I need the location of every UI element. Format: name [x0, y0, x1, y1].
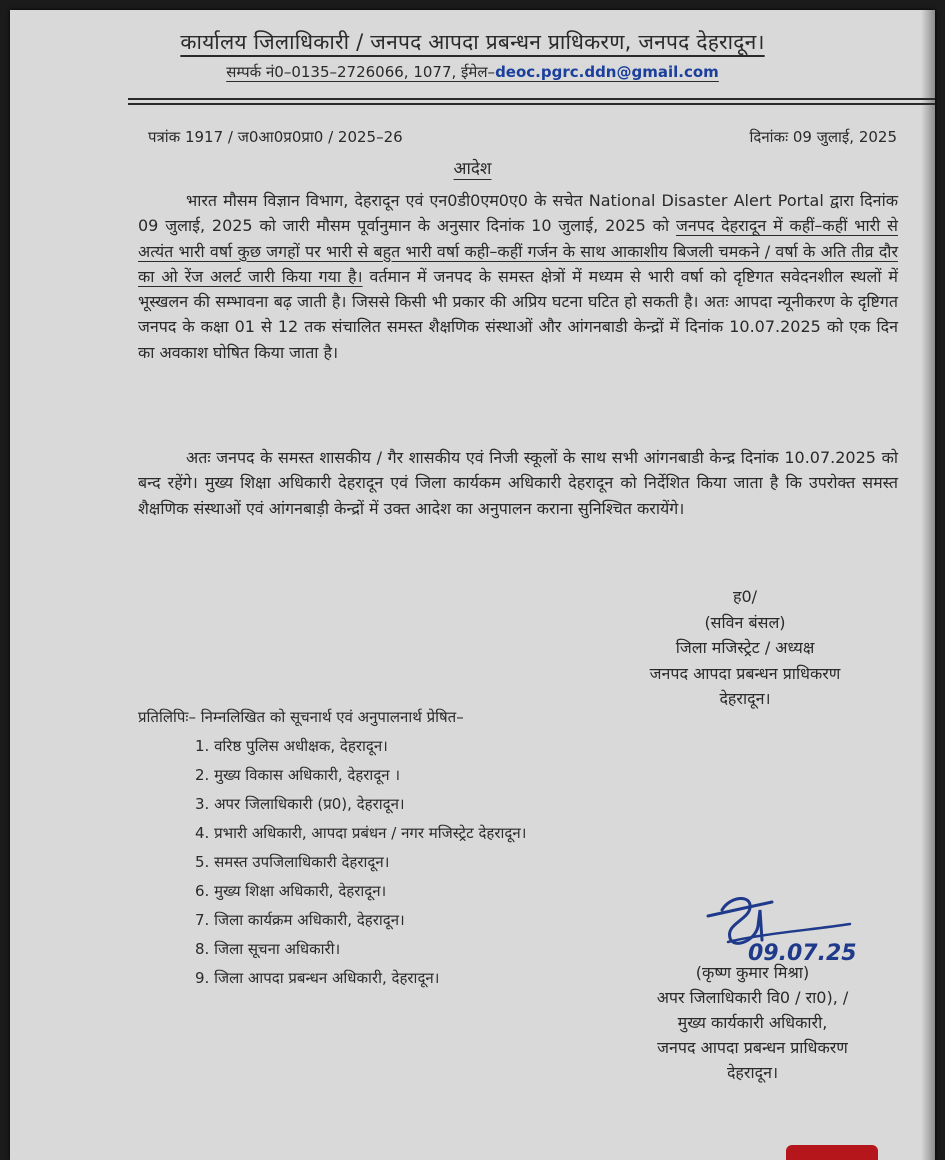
list-item: 7. जिला कार्यक्रम अधिकारी, देहरादून। [195, 911, 405, 929]
handwritten-signature [700, 890, 860, 970]
list-item: 3. अपर जिलाधिकारी (प्र0), देहरादून। [195, 795, 405, 813]
paragraph-1-part-1: भारत मौसम विज्ञान विभाग, देहरादून एवं एन0डी0एम0ए0 के सचेत National Disaster Alert Portal द्वारा दिनांक 09 जुलाई, 2025 को जारी मौसम पूर्वानुमान के अनुसार दिनांक 10 जुलाई, 2025 को [138, 191, 898, 236]
signatory-2-block [640, 960, 865, 1085]
list-item: 4. प्रभारी अधिकारी, आपदा प्रबंधन / नगर मजिस्ट्रेट देहरादून। [195, 824, 527, 842]
list-item: 5. समस्त उपजिलाधिकारी देहरादून। [195, 853, 390, 871]
signatory-1-block [645, 584, 845, 712]
header-rule-bottom [128, 103, 935, 105]
signatory-2-name: (कृष्ण कुमार मिश्रा) [695, 963, 810, 982]
handwritten-date: 09.07.25 [748, 941, 857, 966]
contact-line [10, 62, 935, 82]
order-paragraph-2: अतः जनपद के समस्त शासकीय / गैर शासकीय एवं निजी स्कूलों के साथ सभी आंगनबाडी केन्द्र दिनांक 10.07.2025 को बन्द रहेंगे। मुख्य शिक्षा अधिकारी देहरादून एवं जिला कार्यकम अधिकारी देहरादून को निर्देशित किया जाता है कि उपरोक्त समस्त शैक्षणिक संस्थाओं एवं आंगनबाड़ी केन्द्रों में उक्त आदेश का अनुपालन कराना सुनिश्चित करायेंगे। [138, 448, 898, 518]
list-item: 1. वरिष्ठ पुलिस अधीक्षक, देहरादून। [195, 737, 388, 755]
order-paragraph-1 [138, 188, 898, 365]
paragraph-1-part-2: वर्तमान में जनपद के समस्त क्षेत्रों में मध्यम से भारी वर्षा को दृष्टिगत सवेदनशील स्थलों में भूस्खलन की सम्भावना बढ़ जाती है। जिससे किसी भी प्रकार की अप्रिय घटना घटित हो सकती है। अतः आपदा न्यूनीकरण के दृष्टिगत जनपद के कक्षा 01 से 12 तक संचालित समस्त शैक्षणिक संस्थाओं और आंगनबाडी केन्द्रों में दिनांक 10.07.2025 को एक दिन का अवकाश घोषित किया जाता है। [138, 266, 898, 362]
copy-to-list [195, 732, 526, 993]
list-item: 8. जिला सूचना अधिकारी। [195, 940, 341, 958]
paragraph-1-underlined: जनपद देहरादून में कहीं–कहीं भारी से अत्यंत भारी वर्षा कुछ जगहों पर भारी से बहुत भारी वर्षा कही–कहीं गर्जन के साथ आकाशीय बिजली चमकने / वर्षा के अति तीव्र दौर का ओ रेंज अलर्ट जारी किया गया है। [138, 216, 898, 286]
header-rule-top [128, 98, 935, 100]
contact-email: deoc.pgrc.ddn@gmail.com [495, 63, 719, 81]
signatory-2-authority: जनपद आपदा प्रबन्धन प्राधिकरण [657, 1038, 848, 1057]
letter-date: दिनांकः 09 जुलाई, 2025 [749, 128, 897, 146]
list-item: 6. मुख्य शिक्षा अधिकारी, देहरादून। [195, 882, 387, 900]
signatory-2-designation-1: अपर जिलाधिकारी वि0 / रा0), / [656, 988, 849, 1007]
signatory-1-signed: ह0/ [732, 587, 758, 606]
signatory-1-name: (सविन बंसल) [704, 612, 786, 632]
signatory-1-place: देहरादून। [719, 689, 771, 708]
red-action-button[interactable] [786, 1145, 878, 1160]
document-page [10, 10, 935, 1160]
list-item: 2. मुख्य विकास अधिकारी, देहरादून । [195, 766, 401, 784]
page-edge-shadow [921, 10, 935, 1160]
order-title: आदेश [453, 159, 492, 179]
signatory-2-designation-2: मुख्य कार्यकारी अधिकारी, [677, 1013, 828, 1032]
copy-to-heading: प्रतिलिपिः– निम्नलिखित को सूचनार्थ एवं अनुपालनार्थ प्रेषित– [138, 708, 464, 726]
signatory-1-authority: जनपद आपदा प्रबन्धन प्राधिकरण [649, 663, 841, 683]
contact-prefix: सम्पर्क नं0–0135–2726066, 1077, ईमेल– [226, 63, 496, 81]
letter-number: पत्रांक 1917 / ज0आ0प्र0प्रा0 / 2025–26 [148, 128, 403, 146]
signatory-1-designation: जिला मजिस्ट्रेट / अध्यक्ष [675, 638, 815, 657]
list-item: 9. जिला आपदा प्रबन्धन अधिकारी, देहरादून। [195, 969, 440, 987]
signatory-2-place: देहरादून। [726, 1063, 779, 1082]
office-title: कार्यालय जिलाधिकारी / जनपद आपदा प्रबन्धन प्राधिकरण, जनपद देहरादून। [180, 30, 765, 54]
